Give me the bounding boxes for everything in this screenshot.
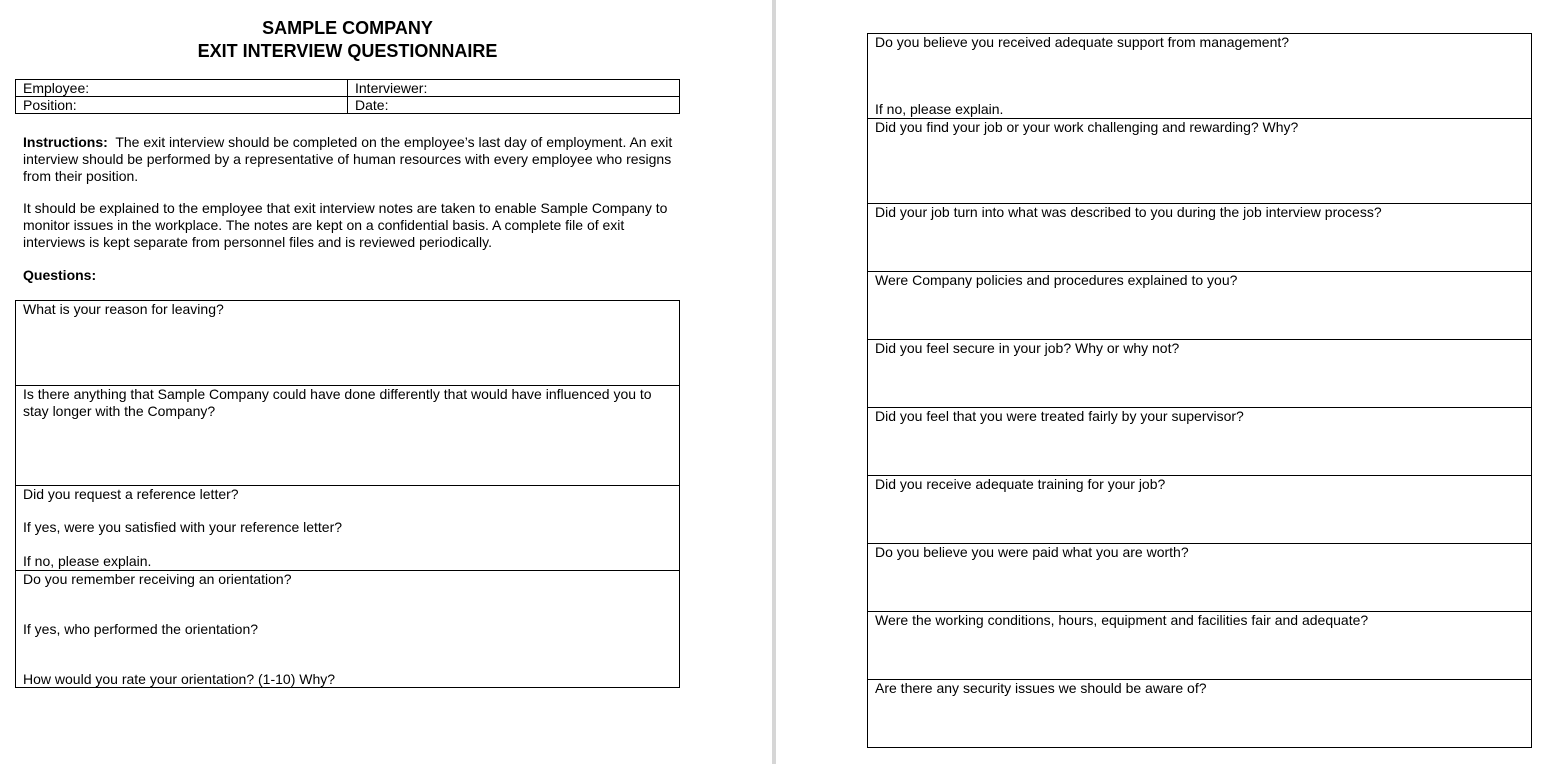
question-cell-challenging-rewarding[interactable] bbox=[868, 119, 1532, 204]
question-subtext: If no, please explain. bbox=[23, 553, 152, 569]
question-cell-job-security[interactable] bbox=[868, 340, 1532, 408]
question-cell-reason-for-leaving[interactable] bbox=[16, 301, 680, 386]
question-text: Were the working conditions, hours, equipment and facilities fair and adequate? bbox=[875, 612, 1369, 628]
question-cell-adequate-training[interactable] bbox=[868, 476, 1532, 544]
questions-heading: Questions: bbox=[23, 267, 97, 283]
question-subtext: How would you rate your orientation? (1-10) Why? bbox=[23, 671, 336, 687]
question-text: Were Company policies and procedures explained to you? bbox=[875, 272, 1238, 288]
employee-field[interactable]: Employee: bbox=[16, 80, 348, 97]
question-subtext: If yes, who performed the orientation? bbox=[23, 621, 259, 637]
explanation-paragraph: It should be explained to the employee that exit interview notes are taken to enable Sample Company to monitor issues in the workplace. The notes are kept on a confidential basis. A complete file of exit interviews is kept separate from personnel files and is reviewed periodically. bbox=[23, 200, 668, 250]
question-cell-working-conditions[interactable] bbox=[868, 612, 1532, 680]
question-cell-management-support[interactable] bbox=[868, 34, 1532, 119]
left-questions-table bbox=[15, 300, 680, 688]
interviewer-field[interactable]: Interviewer: bbox=[348, 80, 680, 97]
instructions-label: Instructions: bbox=[23, 134, 108, 150]
question-cell-job-as-described[interactable] bbox=[868, 204, 1532, 272]
question-text: Did you feel secure in your job? Why or why not? bbox=[875, 340, 1180, 356]
question-text: Did you find your job or your work challenging and rewarding? Why? bbox=[875, 119, 1299, 135]
question-cell-orientation[interactable] bbox=[16, 571, 680, 688]
question-text: Did your job turn into what was described to you during the job interview process? bbox=[875, 204, 1382, 220]
question-text: Did you feel that you were treated fairly by your supervisor? bbox=[875, 408, 1244, 424]
question-subtext: If yes, were you satisfied with your reference letter? bbox=[23, 519, 343, 535]
employee-info-table bbox=[15, 79, 680, 114]
instructions-paragraph bbox=[23, 134, 678, 184]
question-cell-could-have-done-differently[interactable] bbox=[16, 386, 680, 486]
position-field[interactable]: Position: bbox=[16, 97, 348, 114]
question-text: Do you believe you were paid what you are worth? bbox=[875, 544, 1189, 560]
question-cell-reference-letter[interactable] bbox=[16, 486, 680, 571]
question-text: Is there anything that Sample Company could have done differently that would have influenced you to stay longer with the Company? bbox=[23, 386, 652, 419]
question-text: Are there any security issues we should be aware of? bbox=[875, 680, 1207, 696]
question-text: Did you receive adequate training for your job? bbox=[875, 476, 1166, 492]
question-text: Do you believe you received adequate support from management? bbox=[875, 34, 1290, 50]
question-cell-treated-fairly[interactable] bbox=[868, 408, 1532, 476]
question-text: Did you request a reference letter? bbox=[23, 486, 239, 502]
question-text: What is your reason for leaving? bbox=[23, 301, 224, 317]
right-questions-table bbox=[867, 33, 1532, 748]
instructions-text: The exit interview should be completed on the employee’s last day of employment. An exit interview should be performed by a representative of human resources with every employee who resigns from their position. bbox=[23, 134, 673, 184]
question-cell-security-issues[interactable] bbox=[868, 680, 1532, 748]
document-subtitle: EXIT INTERVIEW QUESTIONNAIRE bbox=[197, 41, 498, 61]
question-subtext: If no, please explain. bbox=[875, 101, 1004, 117]
document-title: SAMPLE COMPANY bbox=[262, 18, 433, 38]
question-text: Do you remember receiving an orientation? bbox=[23, 571, 292, 587]
date-field[interactable]: Date: bbox=[348, 97, 680, 114]
question-cell-paid-worth[interactable] bbox=[868, 544, 1532, 612]
question-cell-policies-explained[interactable] bbox=[868, 272, 1532, 340]
